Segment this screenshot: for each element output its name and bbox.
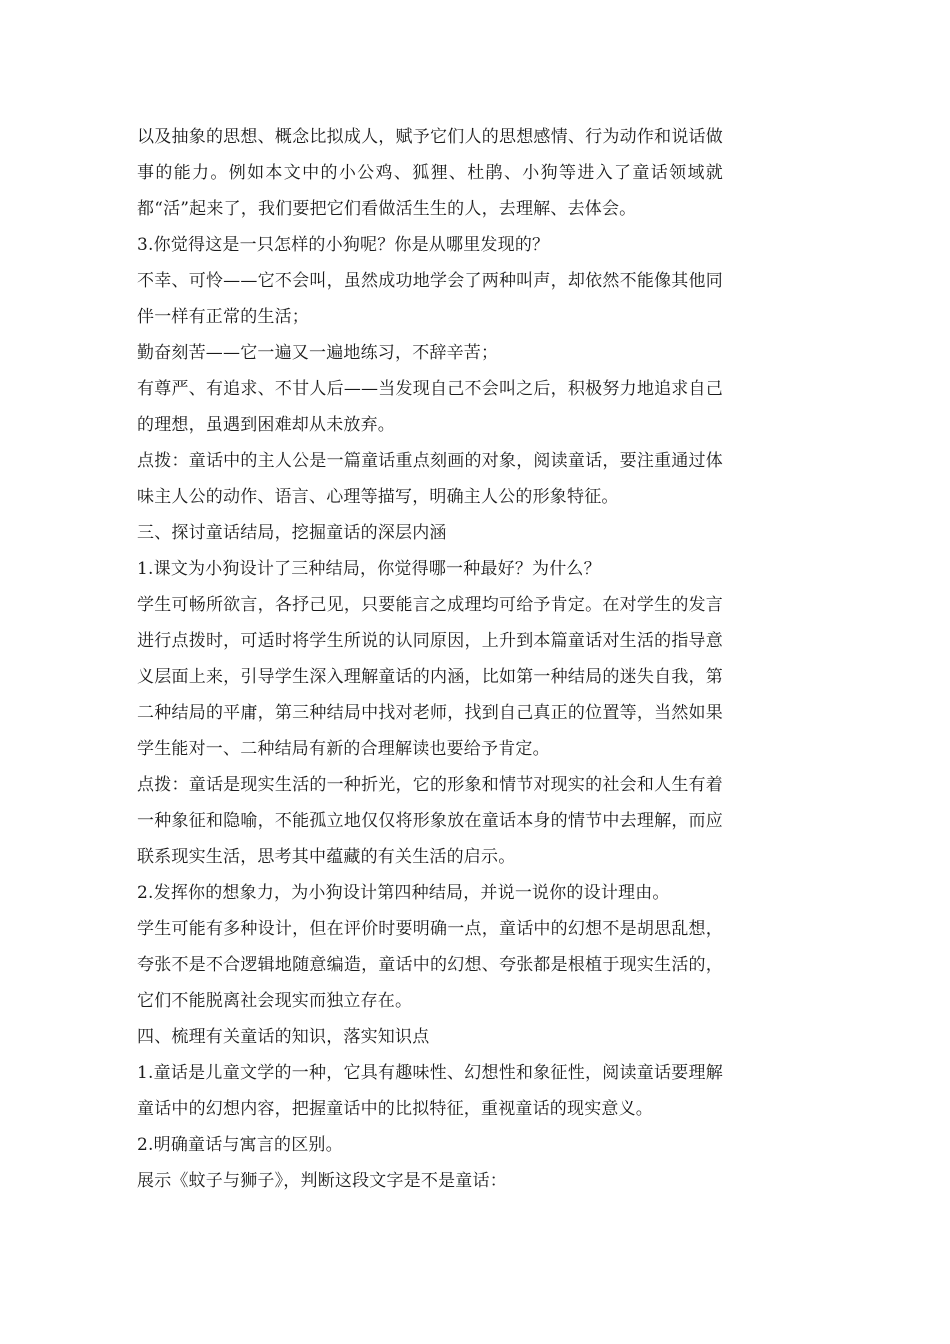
answer-unfortunate: 不幸、可怜——它不会叫，虽然成功地学会了两种叫声，却依然不能像其他同伴一样有正常的生活； [137, 271, 723, 327]
answer-dignity: 有尊严、有追求、不甘人后——当发现自己不会叫之后，积极努力地追求自己的理想，虽遇到困难却从未放弃。 [137, 379, 723, 435]
question-endings: 1.课文为小狗设计了三种结局，你觉得哪一种最好？为什么？ [137, 559, 601, 579]
tip-reality: 点拨：童话是现实生活的一种折光，它的形象和情节对现实的社会和人生有着一种象征和隐喻，不能孤立地仅仅将形象放在童话本身的情节中去理解，而应联系现实生活，思考其中蕴藏的有关生活的启示。 [137, 775, 723, 867]
tip-protagonist: 点拨：童话中的主人公是一篇童话重点刻画的对象，阅读童话，要注重通过体味主人公的动作、语言、心理等描写，明确主人公的形象特征。 [137, 451, 723, 507]
answer-endings: 学生可畅所欲言，各抒己见，只要能言之成理均可给予肯定。在对学生的发言进行点拨时，可适时将学生所说的认同原因，上升到本篇童话对生活的指导意义层面上来，引导学生深入理解童话的内涵，比如第一种结局的迷失自我，第二种结局的平庸，第三种结局中找对老师，找到自己真正的位置等，当然如果学生能对一、二种结局有新的合理解读也要给予肯定。 [137, 595, 723, 759]
document-body [137, 119, 723, 1199]
knowledge-point-1: 1.童话是儿童文学的一种，它具有趣味性、幻想性和象征性，阅读童话要理解童话中的幻想内容，把握童话中的比拟特征，重视童话的现实意义。 [137, 1063, 723, 1119]
knowledge-point-2: 2.明确童话与寓言的区别。 [137, 1135, 343, 1155]
question-fourth-ending: 2.发挥你的想象力，为小狗设计第四种结局，并说一说你的设计理由。 [137, 883, 670, 903]
section-heading-4: 四、梳理有关童话的知识，落实知识点 [137, 1027, 430, 1047]
answer-fourth-ending: 学生可能有多种设计，但在评价时要明确一点，童话中的幻想不是胡思乱想，夸张不是不合逻辑地随意编造，童话中的幻想、夸张都是根植于现实生活的，它们不能脱离社会现实而独立存在。 [137, 919, 723, 1011]
question-3: 3.你觉得这是一只怎样的小狗呢？你是从哪里发现的？ [137, 235, 550, 255]
paragraph-personification-explanation: 以及抽象的思想、概念比拟成人，赋予它们人的思想感情、行为动作和说话做事的能力。例如本文中的小公鸡、狐狸、杜鹃、小狗等进入了童话领域就都“活”起来了，我们要把它们看做活生生的人，去理解、去体会。 [137, 127, 723, 219]
answer-diligent: 勤奋刻苦——它一遍又一遍地练习，不辞辛苦； [137, 343, 499, 363]
exercise-prompt: 展示《蚊子与狮子》，判断这段文字是不是童话： [137, 1171, 507, 1191]
section-heading-3: 三、探讨童话结局，挖掘童话的深层内涵 [137, 523, 447, 543]
